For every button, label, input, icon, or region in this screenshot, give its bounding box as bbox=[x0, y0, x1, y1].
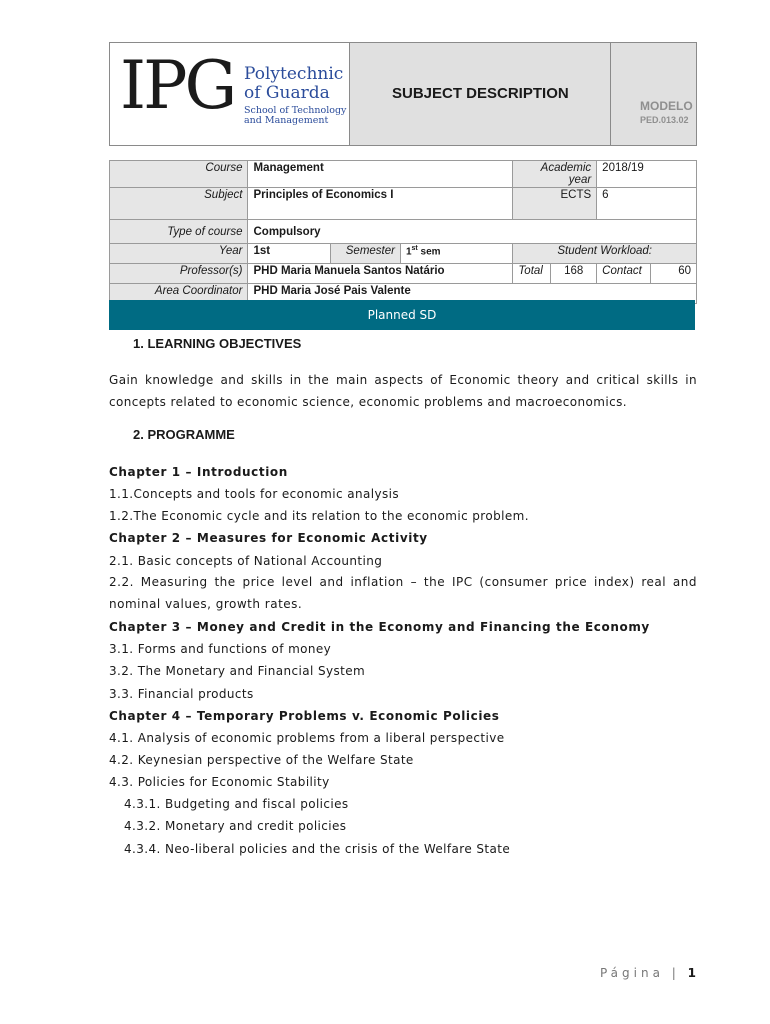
programme-item-3-1: 3.1. Forms and functions of money bbox=[109, 642, 332, 656]
programme-item-4-2: 4.2. Keynesian perspective of the Welfare State bbox=[109, 753, 414, 767]
year-value: 1st bbox=[248, 244, 331, 264]
coordinator-label: Area Coordinator bbox=[110, 284, 248, 304]
academic-year-value: 2018/19 bbox=[597, 161, 697, 188]
chapter-2-heading: Chapter 2 – Measures for Economic Activity bbox=[109, 531, 428, 545]
type-value: Compulsory bbox=[248, 220, 697, 244]
programme-item-2-2: 2.2. Measuring the price level and inflation – the IPC (consumer price index) real and nominal values, growth rates. bbox=[109, 575, 697, 611]
course-label: Course bbox=[110, 161, 248, 188]
chapter-1-heading: Chapter 1 – Introduction bbox=[109, 465, 288, 479]
planned-sd-bar: Planned SD bbox=[109, 300, 695, 330]
contact-value: 60 bbox=[651, 264, 697, 284]
year-label: Year bbox=[110, 244, 248, 264]
ects-value: 6 bbox=[597, 188, 697, 220]
chapter-4-heading: Chapter 4 – Temporary Problems v. Economic Policies bbox=[109, 709, 500, 723]
course-value: Management bbox=[248, 161, 513, 188]
programme-item-4-3-2: 4.3.2. Monetary and credit policies bbox=[124, 819, 347, 833]
professor-label: Professor(s) bbox=[110, 264, 248, 284]
section-learning-objectives: 1. LEARNING OBJECTIVES bbox=[133, 336, 302, 351]
programme-item-4-3-4: 4.3.4. Neo-liberal policies and the crisis of the Welfare State bbox=[124, 842, 511, 856]
page-number: 1 bbox=[687, 966, 696, 980]
workload-label: Student Workload: bbox=[513, 244, 697, 264]
semester-rest: sem bbox=[417, 246, 441, 258]
logo-line-3: School of Technology bbox=[244, 105, 347, 116]
subject-value: Principles of Economics I bbox=[248, 188, 513, 220]
logo-ipg-text: IPG bbox=[120, 47, 235, 124]
learning-objectives-text: Gain knowledge and skills in the main aspects of Economic theory and critical skills in concepts related to economic science, economic problems and macroeconomics. bbox=[109, 373, 697, 409]
type-label: Type of course bbox=[110, 220, 248, 244]
semester-sup: st bbox=[411, 245, 418, 252]
document-header bbox=[109, 42, 697, 146]
professor-value: PHD Maria Manuela Santos Natário bbox=[248, 264, 513, 284]
logo-school bbox=[244, 106, 346, 126]
chapter-3-heading: Chapter 3 – Money and Credit in the Economy and Financing the Economy bbox=[109, 620, 650, 634]
subject-label: Subject bbox=[110, 188, 248, 220]
semester-label: Semester bbox=[331, 244, 401, 264]
semester-value bbox=[400, 244, 512, 264]
document-title: SUBJECT DESCRIPTION bbox=[392, 85, 569, 102]
model-code: PED.013.02 bbox=[640, 115, 689, 125]
coordinator-value: PHD Maria José Pais Valente bbox=[248, 284, 697, 304]
programme-item-2-1: 2.1. Basic concepts of National Accounting bbox=[109, 554, 383, 568]
ipg-logo bbox=[110, 43, 350, 145]
subject-info-table bbox=[109, 160, 697, 304]
header-model-cell bbox=[610, 43, 696, 145]
contact-label: Contact bbox=[597, 264, 651, 284]
programme-item-4-3-1: 4.3.1. Budgeting and fiscal policies bbox=[124, 797, 349, 811]
programme-item-1-1: 1.1.Concepts and tools for economic analysis bbox=[109, 487, 399, 501]
logo-line-4: and Management bbox=[244, 115, 329, 126]
model-label: MODELO bbox=[640, 99, 693, 113]
total-value: 168 bbox=[551, 264, 597, 284]
ects-label: ECTS bbox=[513, 188, 597, 220]
logo-line-1: Polytechnic bbox=[244, 64, 344, 84]
programme-item-4-3: 4.3. Policies for Economic Stability bbox=[109, 775, 330, 789]
logo-name bbox=[244, 65, 343, 103]
programme-item-3-3: 3.3. Financial products bbox=[109, 687, 254, 701]
programme-item-1-2: 1.2.The Economic cycle and its relation to the economic problem. bbox=[109, 509, 529, 523]
page-footer bbox=[600, 966, 696, 980]
programme-item-4-1: 4.1. Analysis of economic problems from a liberal perspective bbox=[109, 731, 505, 745]
programme-item-3-2: 3.2. The Monetary and Financial System bbox=[109, 664, 366, 678]
total-label: Total bbox=[513, 264, 551, 284]
academic-year-label: Academic year bbox=[513, 161, 597, 188]
semester-num: 1 bbox=[405, 246, 412, 258]
header-title-cell bbox=[350, 43, 610, 145]
page-label: Página | bbox=[599, 966, 680, 980]
logo-line-2: of Guarda bbox=[244, 83, 330, 103]
section-programme: 2. PROGRAMME bbox=[133, 427, 235, 442]
